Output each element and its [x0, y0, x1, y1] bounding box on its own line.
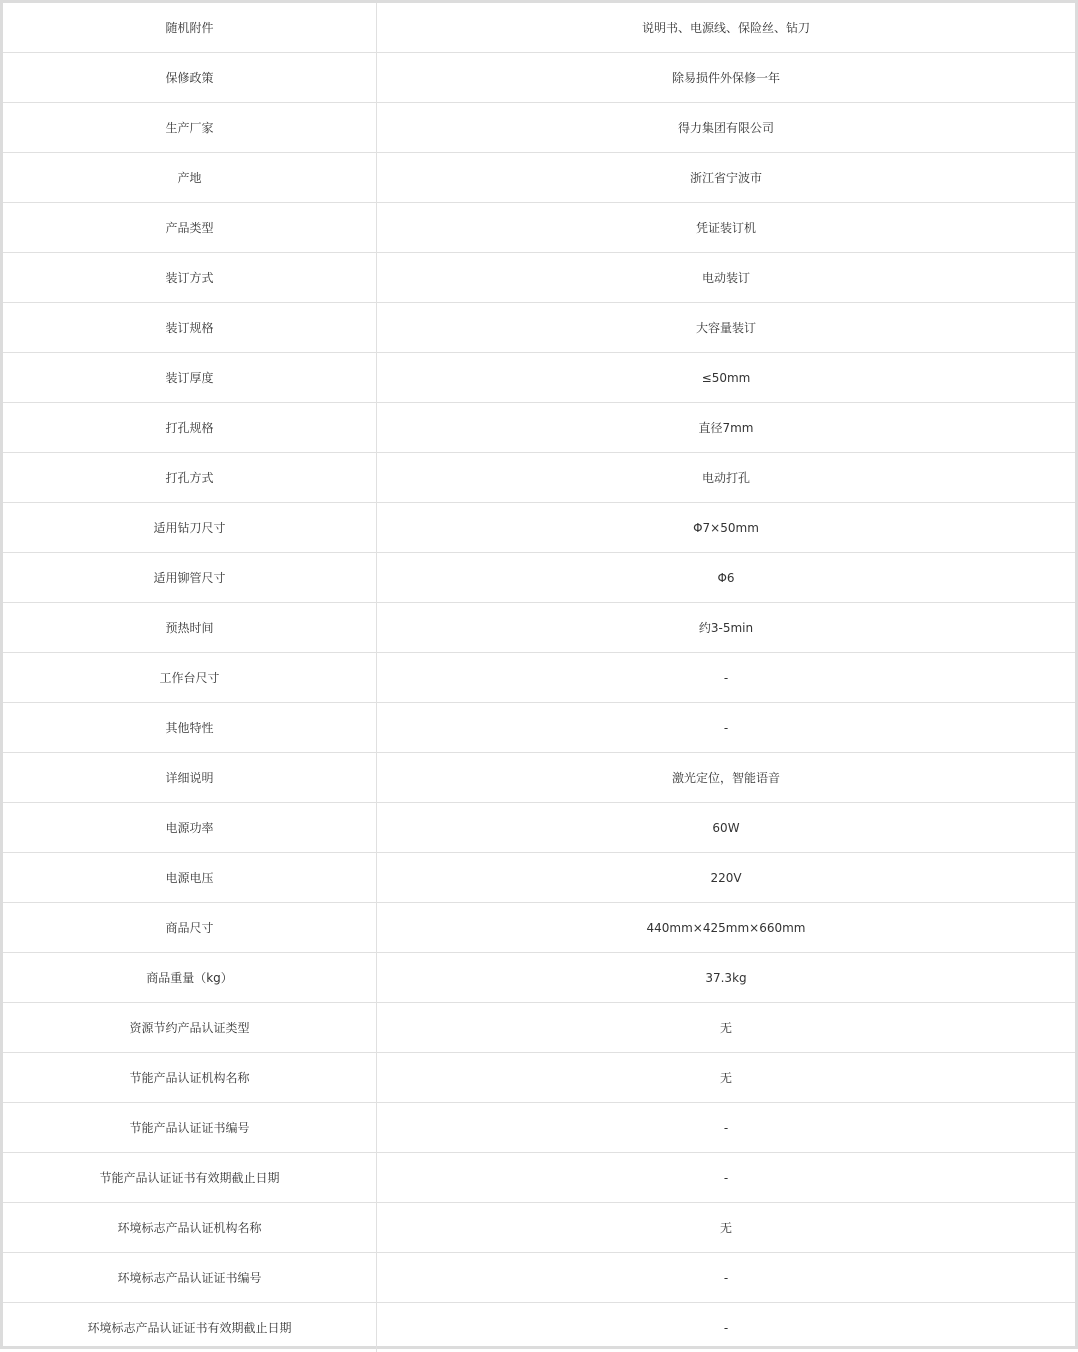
spec-label: 节能产品认证证书编号	[3, 1103, 377, 1153]
table-row	[3, 653, 1075, 703]
spec-label: 产地	[3, 153, 377, 203]
spec-label: 其他特性	[3, 703, 377, 753]
spec-table	[3, 3, 1075, 1352]
spec-value: -	[377, 653, 1076, 703]
spec-value: 大容量装订	[377, 303, 1076, 353]
spec-label: 装订规格	[3, 303, 377, 353]
table-row	[3, 403, 1075, 453]
spec-value: -	[377, 1253, 1076, 1303]
spec-value: 440mm×425mm×660mm	[377, 903, 1076, 953]
spec-value: -	[377, 1153, 1076, 1203]
table-row	[3, 803, 1075, 853]
spec-label: 详细说明	[3, 753, 377, 803]
spec-label: 产品类型	[3, 203, 377, 253]
table-row	[3, 1053, 1075, 1103]
table-row	[3, 153, 1075, 203]
spec-label: 适用铆管尺寸	[3, 553, 377, 603]
spec-value: -	[377, 1303, 1076, 1352]
table-row	[3, 703, 1075, 753]
spec-label: 工作台尺寸	[3, 653, 377, 703]
table-row	[3, 853, 1075, 903]
table-row	[3, 603, 1075, 653]
spec-label: 商品尺寸	[3, 903, 377, 953]
spec-label: 打孔规格	[3, 403, 377, 453]
table-row	[3, 1153, 1075, 1203]
spec-label: 电源功率	[3, 803, 377, 853]
spec-value: 无	[377, 1003, 1076, 1053]
spec-value: -	[377, 703, 1076, 753]
spec-label: 打孔方式	[3, 453, 377, 503]
spec-value: 60W	[377, 803, 1076, 853]
table-row	[3, 103, 1075, 153]
spec-value: 220V	[377, 853, 1076, 903]
spec-value: -	[377, 1103, 1076, 1153]
spec-value: 说明书、电源线、保险丝、钻刀	[377, 3, 1076, 53]
spec-value: Φ7×50mm	[377, 503, 1076, 553]
spec-value: 激光定位，智能语音	[377, 753, 1076, 803]
spec-value: 无	[377, 1053, 1076, 1103]
table-row	[3, 303, 1075, 353]
spec-label: 生产厂家	[3, 103, 377, 153]
table-row	[3, 1103, 1075, 1153]
spec-label: 资源节约产品认证类型	[3, 1003, 377, 1053]
spec-value: ≤50mm	[377, 353, 1076, 403]
spec-label: 适用钻刀尺寸	[3, 503, 377, 553]
spec-label: 电源电压	[3, 853, 377, 903]
table-row	[3, 253, 1075, 303]
table-row	[3, 1253, 1075, 1303]
spec-label: 节能产品认证机构名称	[3, 1053, 377, 1103]
table-row	[3, 953, 1075, 1003]
table-row	[3, 503, 1075, 553]
table-row	[3, 353, 1075, 403]
spec-label: 环境标志产品认证证书编号	[3, 1253, 377, 1303]
table-row	[3, 1303, 1075, 1352]
spec-label: 装订方式	[3, 253, 377, 303]
spec-label: 节能产品认证证书有效期截止日期	[3, 1153, 377, 1203]
spec-value: 凭证装订机	[377, 203, 1076, 253]
table-row	[3, 1003, 1075, 1053]
table-row	[3, 203, 1075, 253]
spec-value: 37.3kg	[377, 953, 1076, 1003]
table-row	[3, 553, 1075, 603]
table-row	[3, 453, 1075, 503]
table-row	[3, 753, 1075, 803]
spec-table-body	[3, 3, 1075, 1352]
spec-value: 无	[377, 1203, 1076, 1253]
spec-label: 环境标志产品认证机构名称	[3, 1203, 377, 1253]
spec-value: 约3-5min	[377, 603, 1076, 653]
spec-value: 浙江省宁波市	[377, 153, 1076, 203]
spec-label: 预热时间	[3, 603, 377, 653]
spec-value: Φ6	[377, 553, 1076, 603]
spec-label: 随机附件	[3, 3, 377, 53]
spec-value: 除易损件外保修一年	[377, 53, 1076, 103]
table-row	[3, 53, 1075, 103]
spec-label: 保修政策	[3, 53, 377, 103]
spec-value: 电动装订	[377, 253, 1076, 303]
spec-value: 得力集团有限公司	[377, 103, 1076, 153]
spec-value: 电动打孔	[377, 453, 1076, 503]
table-row	[3, 1203, 1075, 1253]
table-row	[3, 903, 1075, 953]
spec-label: 环境标志产品认证证书有效期截止日期	[3, 1303, 377, 1352]
spec-value: 直径7mm	[377, 403, 1076, 453]
spec-label: 商品重量（kg）	[3, 953, 377, 1003]
table-row	[3, 3, 1075, 53]
spec-label: 装订厚度	[3, 353, 377, 403]
